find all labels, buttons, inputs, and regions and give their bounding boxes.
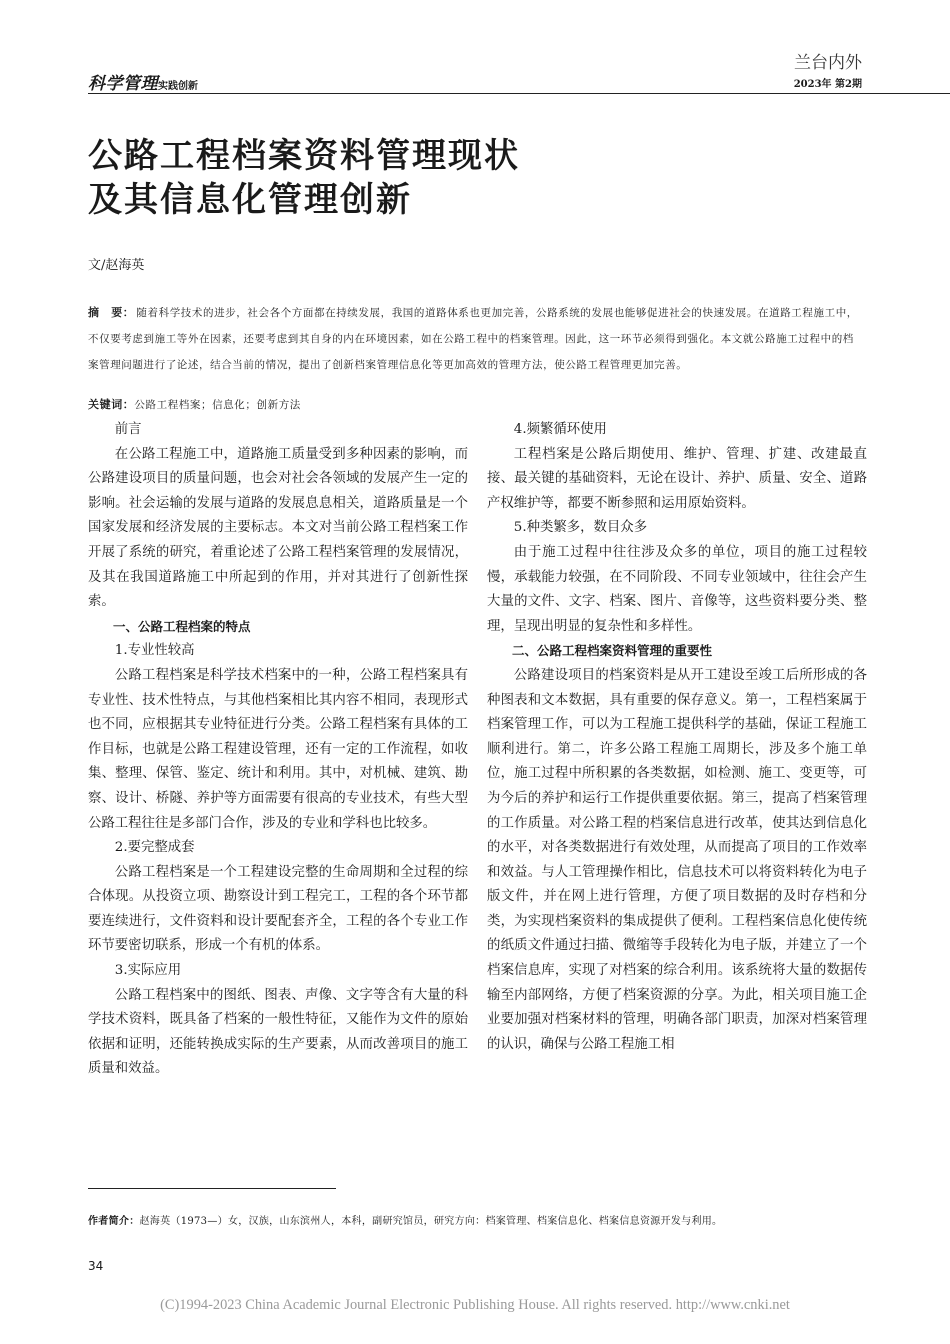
section-subheading: 5.种类繁多，数目众多	[513, 520, 648, 536]
abstract	[88, 300, 862, 378]
body-paragraph: 工程档案是公路后期使用、维护、管理、扩建、改建最直接、最关键的基础资料，无论在设计、养护、质量、安全、道路产权维护等，都要不断参照和运用原始资料。	[487, 446, 867, 511]
body-paragraph: 公路工程档案中的图纸、图表、声像、文字等含有大量的科学技术资料，既具备了档案的一般性特征，又能作为文件的原始依据和证明，还能转换成实际的生产要素，从而改善项目的施工质量和效益。	[88, 987, 468, 1077]
author-byline: 文/赵海英	[88, 258, 145, 273]
section-subheading: 4.频繁循环使用	[513, 422, 607, 437]
keywords	[88, 393, 301, 417]
journal-logo: 科学管理实践创新	[88, 74, 198, 94]
footnote-divider	[88, 1188, 336, 1189]
issue-info: 2023年 第2期	[793, 79, 862, 90]
keywords-label: 关键词：	[88, 398, 135, 411]
author-note	[88, 1212, 888, 1227]
right-column	[487, 418, 867, 1057]
abstract-text: 随着科学技术的进步，社会各个方面都在持续发展，我国的道路体系也更加完善，公路系统的发展也能够促进社会的快速发展。在道路工程施工中，不仅要考虑到施工等外在因素，还要考虑到其自身的内在环境因素，如在公路工程中的档案管理。因此，这一环节必须得到强化。本文就公路施工过程中的档案管理问题进行了论述，结合当前的情况，提出了创新档案管理信息化等更加高效的管理方法，使公路工程管理更加完善。	[88, 307, 858, 371]
author-note-text: 赵海英（1973—）女，汉族，山东滨州人，本科，副研究馆员，研究方向：档案管理、档案信息化、档案信息资源开发与利用。	[139, 1216, 723, 1227]
title-line: 公路工程档案资料管理现状	[88, 136, 520, 176]
left-column	[88, 418, 468, 1082]
body-paragraph: 公路工程档案是一个工程建设完整的生命周期和全过程的综合体现。从投资立项、勘察设计到工程完工，工程的各个环节都要连续进行，文件资料和设计要配套齐全，工程的各个专业工作环节要密切联系，形成一个有机的体系。	[88, 864, 468, 954]
keywords-text: 公路工程档案；信息化；创新方法	[134, 399, 301, 411]
title-line: 及其信息化管理创新	[88, 180, 412, 220]
column-name: 兰台内外	[794, 53, 862, 73]
copyright-notice: (C)1994-2023 China Academic Journal Electronic Publishing House. All rights reserved. http://www.cnki.net	[160, 1297, 790, 1313]
section-subheading: 1.专业性较高	[114, 643, 195, 659]
section-subheading: 2.要完整成套	[114, 840, 195, 856]
section-heading: 二、公路工程档案资料管理的重要性	[512, 643, 713, 659]
body-paragraph: 公路建设项目的档案资料是从开工建设至竣工后所形成的各种图表和文本数据，具有重要的保存意义。第一，工程档案属于档案管理工作，可以为工程施工提供科学的基础，保证工程施工顺利进行。第二，许多公路工程施工周期长，涉及多个施工单位，施工过程中所积累的各类数据，如检测、施工、变更等，可为今后的养护和运行工作提供重要依据。第三，提高了档案管理的工作质量。对公路工程的档案信息进行改革，使其达到信息化的水平，对各类数据进行有效处理，从而提高了项目的工作效率和效益。与人工管理操作相比，信息技术可以将资料转化为电子版文件，并在网上进行管理，方便了项目数据的及时存档和分类，为实现档案资料的集成提供了便利。工程档案信息化使传统的纸质文件通过扫描、微缩等手段转化为电子版，并建立了一个档案信息库，实现了对档案的综合利用。该系统将大量的数据传输至内部网络，方便了档案资源的分享。为此，相关项目施工企业要加强对档案材料的管理，明确各部门职责，加深对档案管理的认识，确保与公路工程施工相	[487, 667, 867, 1052]
section-subheading: 3.实际应用	[114, 963, 182, 979]
article-title	[88, 134, 848, 222]
header-divider	[88, 93, 950, 94]
author-note-label: 作者简介：	[88, 1216, 140, 1227]
body-paragraph: 由于施工过程中往往涉及众多的单位，项目的施工过程较慢，承载能力较强，在不同阶段、不同专业领域中，往往会产生大量的文件、文字、档案、图片、音像等，这些资料要分类、整理，呈现出明显的复杂性和多样性。	[487, 544, 867, 634]
body-paragraph: 公路工程档案是科学技术档案中的一种，公路工程档案具有专业性、技术性特点，与其他档案相比其内容不相同，表现形式也不同，应根据其专业特征进行分类。公路工程档案有具体的工作目标，也就是公路工程建设管理，还有一定的工作流程，如收集、整理、保管、鉴定、统计和利用。其中，对机械、建筑、勘察、设计、桥隧、养护等方面需要有很高的专业技术，有些大型公路工程往往是多部门合作，涉及的专业和学科也比较多。	[88, 667, 468, 831]
section-subheading: 前言	[114, 422, 142, 437]
abstract-label: 摘 要：	[88, 306, 135, 319]
section-heading: 一、公路工程档案的特点	[113, 618, 251, 634]
body-paragraph: 在公路工程施工中，道路施工质量受到多种因素的影响，而公路建设项目的质量问题，也会对社会各领域的发展产生一定的影响。社会运输的发展与道路的发展息息相关，道路质量是一个国家发展和经济发展的主要标志。本文对当前公路工程档案工作开展了系统的研究，着重论述了公路工程档案管理的发展情况，及其在我国道路施工中所起到的作用，并对其进行了创新性探索。	[88, 446, 468, 610]
page-number: 34	[88, 1259, 104, 1273]
